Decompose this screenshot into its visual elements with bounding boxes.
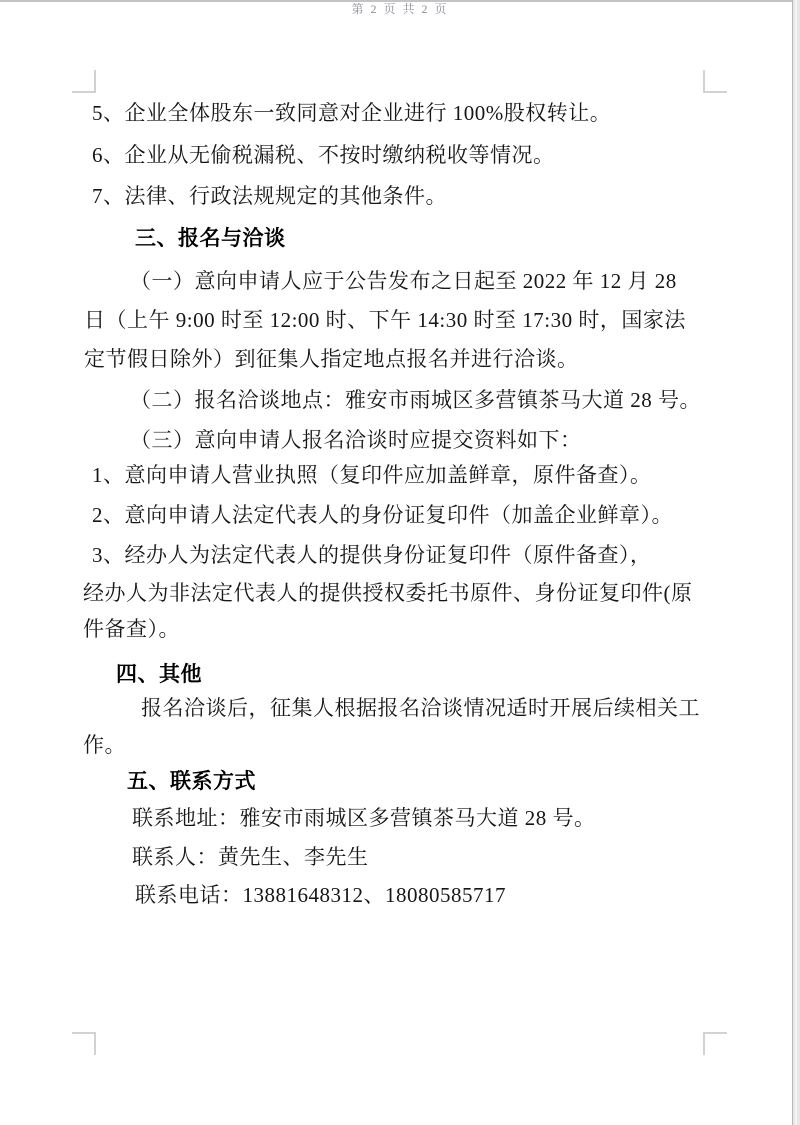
- clause-item-5: 5、企业全体股东一致同意对企业进行 100%股权转让。: [92, 101, 612, 125]
- crop-mark-top-left-icon: [72, 70, 96, 93]
- crop-mark-top-right-icon: [703, 70, 727, 93]
- material-item-2: 2、意向申请人法定代表人的身份证复印件（加盖企业鲜章）。: [92, 503, 673, 527]
- para-materials-intro: （三）意向申请人报名洽谈时应提交资料如下：: [130, 428, 582, 452]
- material-item-3-line3: 件备查）。: [83, 617, 180, 641]
- material-item-3-line1: 3、经办人为法定代表人的提供身份证复印件（原件备查），: [92, 543, 652, 567]
- crop-mark-bottom-left-icon: [72, 1032, 96, 1055]
- para-followup-line2: 作。: [83, 733, 126, 757]
- section-heading-4: 四、其他: [116, 662, 202, 686]
- para-application-period-line1: （一）意向申请人应于公告发布之日起至 2022 年 12 月 28: [130, 269, 677, 293]
- material-item-1: 1、意向申请人营业执照（复印件应加盖鲜章，原件备查）。: [92, 463, 652, 487]
- section-heading-3: 三、报名与洽谈: [135, 226, 286, 250]
- contact-person: 联系人：黄先生、李先生: [132, 845, 369, 869]
- clause-item-6: 6、企业从无偷税漏税、不按时缴纳税收等情况。: [92, 143, 555, 167]
- section-heading-5: 五、联系方式: [127, 769, 256, 793]
- para-location: （二）报名洽谈地点：雅安市雨城区多营镇茶马大道 28 号。: [130, 388, 701, 412]
- vertical-scrollbar[interactable]: [792, 0, 800, 1125]
- para-application-period-line3: 定节假日除外）到征集人指定地点报名并进行洽谈。: [84, 347, 579, 371]
- crop-mark-bottom-right-icon: [703, 1032, 727, 1055]
- page-bottom-edge: [0, 0, 800, 2]
- para-application-period-line2: 日（上午 9:00 时至 12:00 时、下午 14:30 时至 17:30 时，国家法: [84, 308, 686, 332]
- para-followup-line1: 报名洽谈后，征集人根据报名洽谈情况适时开展后续相关工: [141, 696, 700, 720]
- contact-address: 联系地址：雅安市雨城区多营镇茶马大道 28 号。: [132, 806, 596, 830]
- clause-item-7: 7、法律、行政法规规定的其他条件。: [92, 184, 447, 208]
- contact-phone: 联系电话：13881648312、18080585717: [135, 883, 506, 907]
- material-item-3-line2: 经办人为非法定代表人的提供授权委托书原件、身份证复印件(原: [83, 581, 693, 605]
- page-number-footer: 第 2 页 共 2 页: [351, 2, 449, 16]
- scrollbar-track-highlight: [795, 0, 797, 1125]
